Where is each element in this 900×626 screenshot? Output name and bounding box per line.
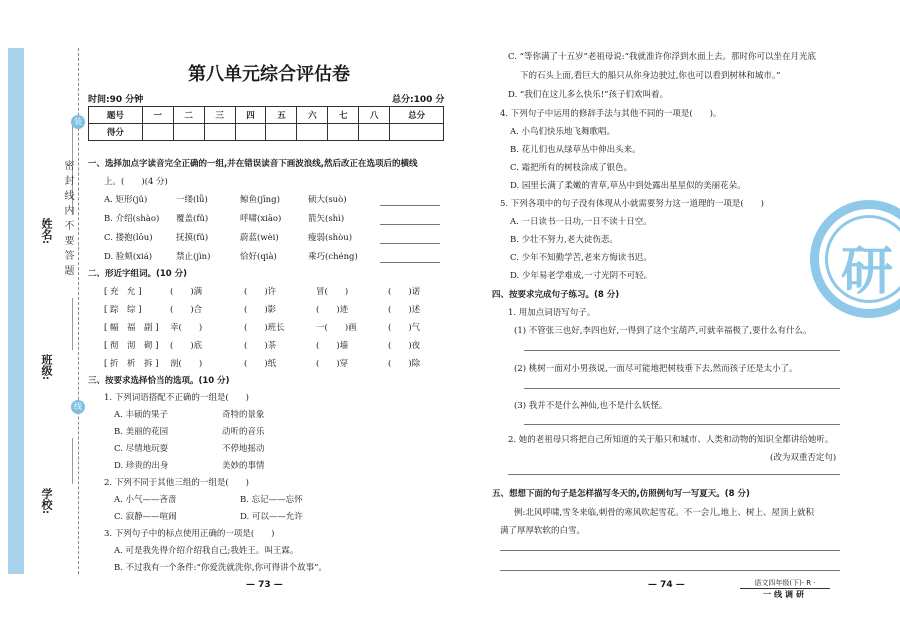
page-title: 第八单元综合评估卷 xyxy=(188,64,350,85)
section1-heading: 一、选择加点字读音完全正确的一组,并在错误读音下画波浪线,然后改正在选项后的横线 xyxy=(88,159,418,169)
s2-blank[interactable]: ( )气 xyxy=(388,323,421,333)
s2-blank[interactable]: ( )除 xyxy=(388,359,421,369)
binding-color-band xyxy=(8,48,24,574)
s4-q1-item: (2) 桃树一面对小男孩说,一面尽可能地把树枝垂下去,然而孩子还是太小了。 xyxy=(514,364,798,374)
s5-example: 例:北风呼啸,雪冬来临,刺骨的寒风吹起雪花。不一会儿,地上、树上、屋顶上就积 xyxy=(514,508,814,518)
s3-q4-option: C. 霜把所有的树枝涂成了银色。 xyxy=(510,163,633,173)
s3-q5-option: C. 少年不知勤学苦,老来方悔读书迟。 xyxy=(510,253,652,263)
s3-q1-option: 奇特的景象 xyxy=(222,410,265,420)
s2-blank[interactable]: ( )影 xyxy=(244,305,277,315)
s1-option: 恰好(qià) xyxy=(240,252,277,262)
s1-answer-line[interactable] xyxy=(380,262,440,263)
score-table xyxy=(88,106,444,141)
score-table-header-row xyxy=(89,107,444,124)
s2-blank[interactable]: 一( )画 xyxy=(316,323,357,333)
s3-q2: 2. 下列不同于其他三组的一组是( ) xyxy=(104,478,249,488)
score-cell[interactable] xyxy=(266,124,297,141)
seal-notice: 密封线内不要答题 xyxy=(62,160,73,280)
s3-q4: 4. 下列句子中运用的修辞手法与其他不同的一项是( )。 xyxy=(500,109,722,119)
series-logo xyxy=(740,578,830,600)
series-logo-brand: 一线调研 xyxy=(763,590,807,599)
s3-q3-option: A. 可是我先得介绍介绍我自己;我姓王。叫王霖。 xyxy=(114,546,299,556)
score-header-cell: 六 xyxy=(297,107,328,124)
s3-q1: 1. 下列词语搭配不正确的一组是( ) xyxy=(104,393,249,403)
page-number-left: — 73 — xyxy=(246,580,283,590)
s4-q1: 1. 用加点词语写句子。 xyxy=(508,308,596,318)
s1-option: D. 脸颊(xiá) xyxy=(104,252,153,262)
page-number-right: — 74 — xyxy=(648,580,685,590)
score-cell[interactable] xyxy=(173,124,204,141)
s1-option: 硕大(suò) xyxy=(308,195,347,205)
s2-blank[interactable]: ( )许 xyxy=(244,287,277,297)
s3-q5-option: B. 少壮不努力,老大徒伤悲。 xyxy=(510,235,618,245)
series-logo-grade: 语文四年级(下)· R · xyxy=(740,578,830,589)
s1-option: A. 矩形(jǔ) xyxy=(104,195,148,205)
s5-answer-line[interactable] xyxy=(500,550,840,551)
s1-option: 瘦弱(shòu) xyxy=(308,233,353,243)
s2-blank[interactable]: ( )穿 xyxy=(316,359,349,369)
s3-q3-option: C. “等你满了十五岁”老祖母说:“我就准许你浮到水面上去。那时你可以坐在月光底 xyxy=(508,52,817,62)
s3-q4-option: A. 小鸟们快乐地飞舞歌唱。 xyxy=(510,127,616,137)
s2-group: [ 折 析 拆 ] xyxy=(104,359,159,369)
section3-heading: 三、按要求选择恰当的选项。(10 分) xyxy=(88,376,230,386)
s3-q2-option: A. 小气——吝啬 xyxy=(114,495,177,505)
s1-option: 禁止(jìn) xyxy=(176,252,211,262)
score-cell[interactable] xyxy=(328,124,359,141)
s2-blank[interactable]: ( )迹 xyxy=(316,305,349,315)
s2-blank[interactable]: ( )纸 xyxy=(244,359,277,369)
score-row-label: 得分 xyxy=(89,124,143,141)
s3-q1-option: A. 丰硕的果子 xyxy=(114,410,169,420)
s2-blank[interactable]: ( )墙 xyxy=(316,341,349,351)
score-header-cell: 一 xyxy=(142,107,173,124)
s3-q3: 3. 下列句子中的标点使用正确的一项是( ) xyxy=(104,529,275,539)
s3-q3-option: B. 不过我有一个条件:“你爱洗就洗你,你可得讲个故事”。 xyxy=(114,563,327,573)
s2-blank[interactable]: ( )夜 xyxy=(388,341,421,351)
s2-group: [ 彻 沏 砌 ] xyxy=(104,341,159,351)
s1-option: 抚摸(fǔ) xyxy=(176,233,209,243)
total-score: 总分:100 分 xyxy=(392,95,445,105)
s1-option: B. 介绍(shào) xyxy=(104,214,160,224)
score-cell[interactable] xyxy=(359,124,390,141)
s2-group: [ 踪 综 ] xyxy=(104,305,142,315)
s1-answer-line[interactable] xyxy=(380,243,440,244)
score-header-cell: 四 xyxy=(235,107,266,124)
score-header-cell: 总分 xyxy=(390,107,444,124)
s5-example-cont: 满了厚厚软软的白雪。 xyxy=(500,526,586,536)
s3-q2-option: D. 可以——允许 xyxy=(240,512,303,522)
score-table-score-row xyxy=(89,124,444,141)
section1-heading-cont: 上。( )(4 分) xyxy=(104,177,168,187)
s4-q1-item: (3) 我并不是什么神仙,也不是什么妖怪。 xyxy=(514,401,668,411)
s1-answer-line[interactable] xyxy=(380,205,440,206)
s5-answer-line[interactable] xyxy=(500,570,840,571)
s3-q1-option: 美妙的事情 xyxy=(222,461,265,471)
class-line[interactable] xyxy=(72,298,73,350)
s3-q5-option: D. 少年易老学难成,一寸光阴不可轻。 xyxy=(510,271,653,281)
score-cell[interactable] xyxy=(235,124,266,141)
score-cell[interactable] xyxy=(142,124,173,141)
s1-answer-line[interactable] xyxy=(380,224,440,225)
s2-blank[interactable]: 冒( ) xyxy=(316,287,349,297)
s2-blank[interactable]: 剖( ) xyxy=(170,359,203,369)
score-cell[interactable] xyxy=(297,124,328,141)
s3-q1-option: D. 珍贵的出身 xyxy=(114,461,169,471)
s1-option: 箭矢(shì) xyxy=(308,214,345,224)
score-header-cell: 题号 xyxy=(89,107,143,124)
s1-option: 呼啸(xiāo) xyxy=(240,214,282,224)
s2-group: [ 充 允 ] xyxy=(104,287,142,297)
score-header-cell: 五 xyxy=(266,107,297,124)
class-label: 班级: xyxy=(40,354,53,381)
s3-q1-option: B. 美丽的花园 xyxy=(114,427,169,437)
s3-q2-option: C. 寂静——喧闹 xyxy=(114,512,177,522)
s2-blank[interactable]: ( )底 xyxy=(170,341,203,351)
watermark-stamp-char: 研 xyxy=(841,242,894,302)
s2-blank[interactable]: ( )茶 xyxy=(244,341,277,351)
s1-option: C. 搂抱(lōu) xyxy=(104,233,153,243)
section2-heading: 二、形近字组词。(10 分) xyxy=(88,269,188,279)
s4-q2: 2. 她的老祖母只将把自己所知道的关于船只和城市、人类和动物的知识全都讲给她听。 xyxy=(508,435,834,445)
school-label: 学校: xyxy=(40,488,53,515)
score-header-cell: 二 xyxy=(173,107,204,124)
s1-option: 蔚蓝(wèi) xyxy=(240,233,279,243)
s2-blank[interactable]: ( )述 xyxy=(388,305,421,315)
score-cell[interactable] xyxy=(204,124,235,141)
s2-blank[interactable]: ( )诺 xyxy=(388,287,421,297)
s2-blank[interactable]: 幸( ) xyxy=(170,323,203,333)
s2-blank[interactable]: ( )班长 xyxy=(244,323,285,333)
s2-blank[interactable]: ( )满 xyxy=(170,287,203,297)
s3-q2-option: B. 忘记——忘怀 xyxy=(240,495,303,505)
s1-option: 鲸鱼(jīng) xyxy=(240,195,280,205)
score-header-cell: 七 xyxy=(328,107,359,124)
seal-circle-top: 装 xyxy=(71,115,85,129)
score-cell[interactable] xyxy=(390,124,444,141)
s1-option: 一缕(lǚ) xyxy=(176,195,208,205)
s3-q4-option: D. 园里长满了柔嫩的青草,草丛中到处露出星星似的美丽花朵。 xyxy=(510,181,746,191)
s4-q2-hint: (改为双重否定句) xyxy=(770,453,837,463)
s4-answer-line[interactable] xyxy=(508,474,840,475)
time-limit: 时间:90 分钟 xyxy=(88,95,144,105)
s3-q4-option: B. 花儿们也从绿草丛中伸出头来。 xyxy=(510,145,641,155)
score-header-cell: 八 xyxy=(359,107,390,124)
s3-q5-option: A. 一日读书一日功,一日不读十日空。 xyxy=(510,217,652,227)
seal-circle-bottom: 线 xyxy=(71,400,85,414)
name-label: 姓名: xyxy=(40,218,53,245)
s2-group: [ 幅 福 副 ] xyxy=(104,323,159,333)
score-header-cell: 三 xyxy=(204,107,235,124)
s1-option: 乘巧(chéng) xyxy=(308,252,358,262)
watermark-stamp xyxy=(810,200,900,318)
s1-option: 覆盖(fǔ) xyxy=(176,214,209,224)
s2-blank[interactable]: ( )合 xyxy=(170,305,203,315)
s3-q3-option-cont: 下的石头上面,看巨大的船只从你身边驶过,你也可以看到树林和城市。” xyxy=(520,71,781,81)
s3-q1-option: C. 尽情地玩耍 xyxy=(114,444,169,454)
s3-q3-option: D. “我们在这儿多么快乐!”孩子们欢叫着。 xyxy=(508,90,669,100)
s3-q5: 5. 下列各项中的句子没有体现从小就需要努力这一道理的一项是( ) xyxy=(500,199,764,209)
s3-q1-option: 动听的音乐 xyxy=(222,427,265,437)
section5-heading: 五、想想下面的句子是怎样描写冬天的,仿照例句写一写夏天。(8 分) xyxy=(492,489,750,499)
s4-answer-line[interactable] xyxy=(524,424,840,425)
s3-q1-option: 不停地摇动 xyxy=(222,444,265,454)
s4-answer-line[interactable] xyxy=(524,388,840,389)
section4-heading: 四、按要求完成句子练习。(8 分) xyxy=(492,290,620,300)
s4-answer-line[interactable] xyxy=(524,350,840,351)
school-line[interactable] xyxy=(72,438,73,484)
s4-q1-item: (1) 不管张三也好,李四也好,一得到了这个宝葫芦,可就幸福极了,要什么有什么。 xyxy=(514,326,812,336)
